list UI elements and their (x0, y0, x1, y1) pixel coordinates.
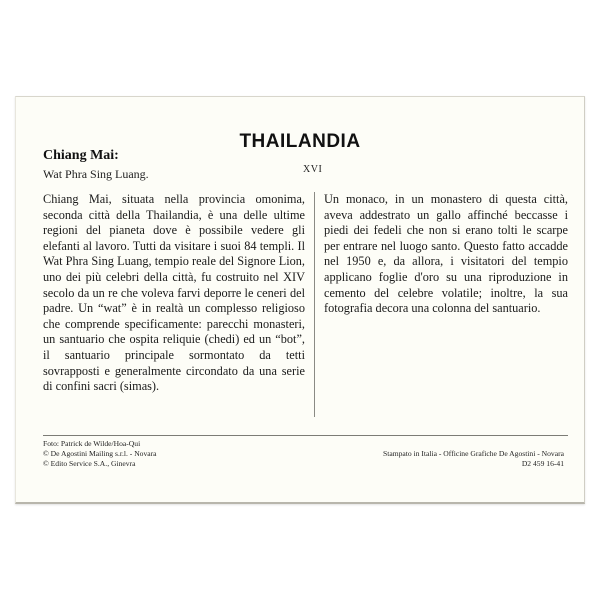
credit-copyright-1: © De Agostini Mailing s.r.l. - Novara (43, 448, 157, 458)
body-text-right: Un monaco, in un monastero di questa città, aveva addestrato un gallo affinché beccasse i piedi dei fedeli che non si erano tolti le scarpe per entrare nel luogo santo. Questo fatto accadde nel 1950 e, da allora, i visitatori del tempio applicano foglie d'oro su una riproduzione in cemento del celebre volatile; inoltre, la sua fotografia decora una colonna del santuario. (324, 192, 568, 316)
body-text-left: Chiang Mai, situata nella provincia omonima, seconda città della Thailandia, è una delle ultime regioni del pianeta dove è possibile vedere gli elefanti al lavoro. Tutti da visitare i suoi 84 templi. Il Wat Phra Sing Luang, tempio reale del Signore Lion, uno dei più celebri della città, fu costruito nel XIV secolo da un re che voleva farvi deporre le ceneri del padre. Un “wat” è in realtà un complesso religioso che comprende specificamente: parecchi monasteri, un santuario che ospita reliquie (chedi) ed un “bot”, il santuario principale sormontato da tetti sovrapposti e generalmente circondato da una serie di confini sacri (simas). (43, 192, 305, 394)
footer-rule (43, 435, 568, 436)
credits-block (43, 439, 157, 468)
catalog-code: D2 459 16-41 (521, 458, 564, 468)
place-heading: Chiang Mai: (43, 148, 119, 163)
subject-subtitle: Wat Phra Sing Luang. (43, 167, 149, 181)
column-divider (314, 192, 315, 417)
card-number: XVI (303, 164, 323, 175)
credit-copyright-2: © Edito Service S.A., Ginevra (43, 458, 136, 468)
credit-photo: Foto: Patrick de Wilde/Hoa-Qui (43, 439, 141, 448)
printer-block (383, 449, 564, 469)
postcard-back (15, 96, 585, 504)
printer-line: Stampato in Italia - Officine Grafiche De Agostini - Novara (383, 449, 564, 458)
card-title: THAILANDIA (239, 131, 361, 152)
